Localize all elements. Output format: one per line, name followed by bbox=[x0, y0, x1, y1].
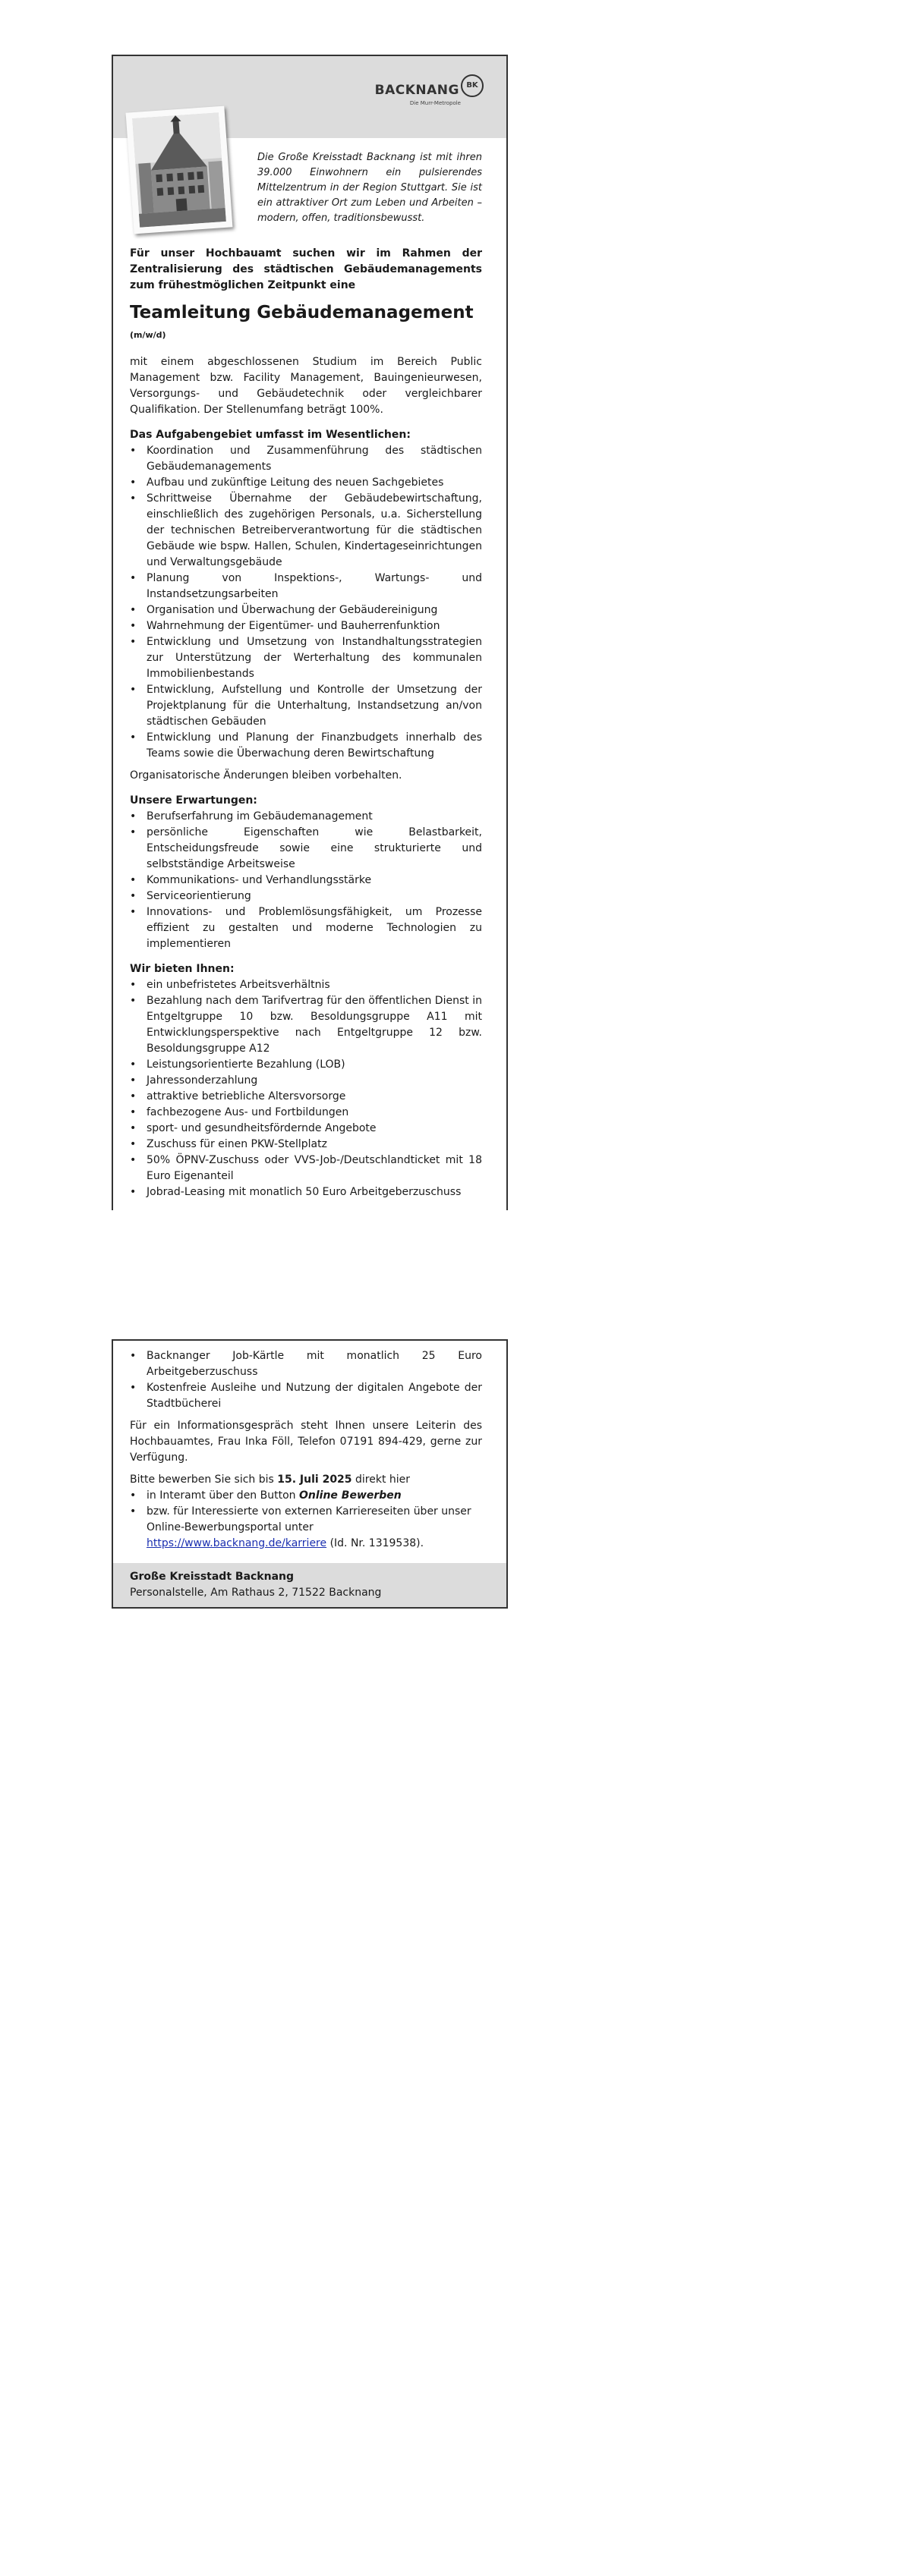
town-hall-photo bbox=[126, 106, 233, 234]
list-item: • 50% ÖPNV-Zuschuss oder VVS-Job-/Deutschlandticket mit 18 Euro Eigenanteil bbox=[147, 1153, 482, 1184]
intro-text: Die Große Kreisstadt Backnang ist mit ihren 39.000 Einwohnern ein pulsierendes Mittelzentrum in der Region Stuttgart. Sie ist ein attraktiver Ort zum Leben und Arbeiten – modern, offen, traditionsbewusst. bbox=[257, 152, 482, 224]
list-item: • fachbezogene Aus- und Fortbildungen bbox=[147, 1105, 482, 1121]
list-item: • sport- und gesundheitsfördernde Angebote bbox=[147, 1121, 482, 1137]
list-item: • Innovations- und Problemlösungsfähigkeit, um Prozesse effizient zu gestalten und moderne Technologien zu implementieren bbox=[147, 904, 482, 952]
list-item: • persönliche Eigenschaften wie Belastbarkeit, Entscheidungsfreude sowie eine strukturierte und selbstständige Arbeitsweise bbox=[147, 825, 482, 873]
org-note: Organisatorische Änderungen bleiben vorbehalten. bbox=[130, 769, 402, 782]
apply-item-internal bbox=[147, 1488, 482, 1504]
contact-text: Für ein Informationsgespräch steht Ihnen unsere Leiterin des Hochbauamtes, Frau Inka Föll, Telefon 07191 894-429, gerne zur Verfügung. bbox=[130, 1420, 482, 1464]
apply-text bbox=[130, 1472, 482, 1488]
list-item: • Bezahlung nach dem Tarifvertrag für den öffentlichen Dienst in Entgeltgruppe 10 bzw. Besoldungsgruppe A11 mit Entwicklungsperspektive nach Entgeltgruppe 12 bzw. Besoldungsgruppe A12 bbox=[147, 993, 482, 1057]
list-item: • Kostenfreie Ausleihe und Nutzung der digitalen Angebote der Stadtbücherei bbox=[147, 1380, 482, 1412]
apply-deadline: 15. Juli 2025 bbox=[277, 1474, 352, 1486]
offers-list-continued bbox=[130, 1348, 482, 1412]
town-hall-image bbox=[132, 112, 226, 228]
qualification-text: mit einem abgeschlossenen Studium im Bereich Public Management bzw. Facility Management, Bauingenieurwesen, Versorgungs- und Gebäudetechnik oder vergleichbarer Qualifikation. Der Stellenumfang beträgt 100%. bbox=[130, 356, 482, 416]
footer-org-name: Große Kreisstadt Backnang bbox=[130, 1571, 295, 1583]
list-item: • Jahressonderzahlung bbox=[147, 1073, 482, 1089]
offers-list bbox=[130, 977, 482, 1200]
list-item: • Entwicklung und Planung der Finanzbudgets innerhalb des Teams sowie die Überwachung deren Bewirtschaftung bbox=[147, 730, 482, 762]
apply-internal-text: in Interamt über den Button bbox=[147, 1489, 299, 1502]
list-item: • Planung von Inspektions-, Wartungs- und Instandsetzungsarbeiten bbox=[147, 571, 482, 602]
list-item: • Koordination und Zusammenführung des städtischen Gebäudemanagements bbox=[147, 443, 482, 475]
career-portal-link[interactable]: https://www.backnang.de/karriere bbox=[147, 1537, 327, 1549]
apply-id: (Id. Nr. 1319538). bbox=[329, 1537, 424, 1549]
list-item: • Entwicklung, Aufstellung und Kontrolle der Umsetzung der Projektplanung für die Unterhaltung, Instandsetzung an/von städtischen Gebäuden bbox=[147, 682, 482, 730]
logo-word: BACKNANG bbox=[374, 83, 459, 98]
list-item: • Zuschuss für einen PKW-Stellplatz bbox=[147, 1137, 482, 1153]
job-title bbox=[130, 301, 482, 350]
expectations-list bbox=[130, 809, 482, 952]
expectations-heading: Unsere Erwartungen: bbox=[130, 794, 257, 807]
list-item: • Kommunikations- und Verhandlungsstärke bbox=[147, 873, 482, 889]
apply-prefix: Bitte bewerben Sie sich bis bbox=[130, 1474, 278, 1486]
list-item: • Leistungsorientierte Bezahlung (LOB) bbox=[147, 1057, 482, 1073]
online-bewerben-button[interactable]: Online Bewerben bbox=[298, 1489, 402, 1502]
list-item: • Jobrad-Leasing mit monatlich 50 Euro Arbeitgeberzuschuss bbox=[147, 1184, 482, 1200]
job-content bbox=[130, 246, 482, 1200]
tasks-list bbox=[130, 443, 482, 762]
list-item: • Backnanger Job-Kärtle mit monatlich 25 Euro Arbeitgeberzuschuss bbox=[147, 1348, 482, 1380]
job-content-continued bbox=[130, 1348, 482, 1552]
list-item: • Serviceorientierung bbox=[147, 889, 482, 904]
tasks-heading: Das Aufgabengebiet umfasst im Wesentlichen: bbox=[130, 429, 411, 441]
list-item: • Schrittweise Übernahme der Gebäudebewirtschaftung, einschließlich des zugehörigen Personals, u.a. Sicherstellung der technischen Betreiberverantwortung für die städtischen Gebäude wie bspw. Hallen, Schulen, Kindertageseinrichtungen und Verwaltungsgebäude bbox=[147, 491, 482, 571]
list-item: • Entwicklung und Umsetzung von Instandhaltungsstrategien zur Unterstützung der Werterhaltung des kommunalen Immobilienbestands bbox=[147, 634, 482, 682]
logo-tagline: Die Murr-Metropole bbox=[409, 100, 461, 106]
apply-item-external bbox=[147, 1504, 482, 1552]
offers-heading: Wir bieten Ihnen: bbox=[130, 963, 235, 975]
apply-list bbox=[130, 1488, 482, 1552]
apply-external-text: bzw. für Interessierte von externen Karriereseiten über unser Online-Bewerbungsportal unter bbox=[147, 1505, 471, 1533]
list-item: • Organisation und Überwachung der Gebäudereinigung bbox=[147, 602, 482, 618]
list-item: • ein unbefristetes Arbeitsverhältnis bbox=[147, 977, 482, 993]
job-ad-frame-top bbox=[112, 55, 508, 1210]
backnang-logo bbox=[375, 79, 484, 106]
apply-suffix: direkt hier bbox=[351, 1474, 411, 1486]
list-item: • Berufserfahrung im Gebäudemanagement bbox=[147, 809, 482, 825]
list-item: • Wahrnehmung der Eigentümer- und Bauherrenfunktion bbox=[147, 618, 482, 634]
footer-address: Personalstelle, Am Rathaus 2, 71522 Backnang bbox=[130, 1587, 382, 1599]
job-ad-frame-bottom bbox=[112, 1339, 508, 1609]
list-item: • Aufbau und zukünftige Leitung des neuen Sachgebietes bbox=[147, 475, 482, 491]
logo-mark: BK bbox=[461, 74, 484, 97]
footer-band bbox=[113, 1563, 506, 1607]
job-title-suffix: (m/w/d) bbox=[130, 330, 166, 340]
lead-text: Für unser Hochbauamt suchen wir im Rahmen der Zentralisierung des städtischen Gebäudemanagements zum frühestmöglichen Zeitpunkt eine bbox=[130, 247, 482, 291]
job-title-text: Teamleitung Gebäudemanagement bbox=[130, 303, 474, 322]
list-item: • attraktive betriebliche Altersvorsorge bbox=[147, 1089, 482, 1105]
